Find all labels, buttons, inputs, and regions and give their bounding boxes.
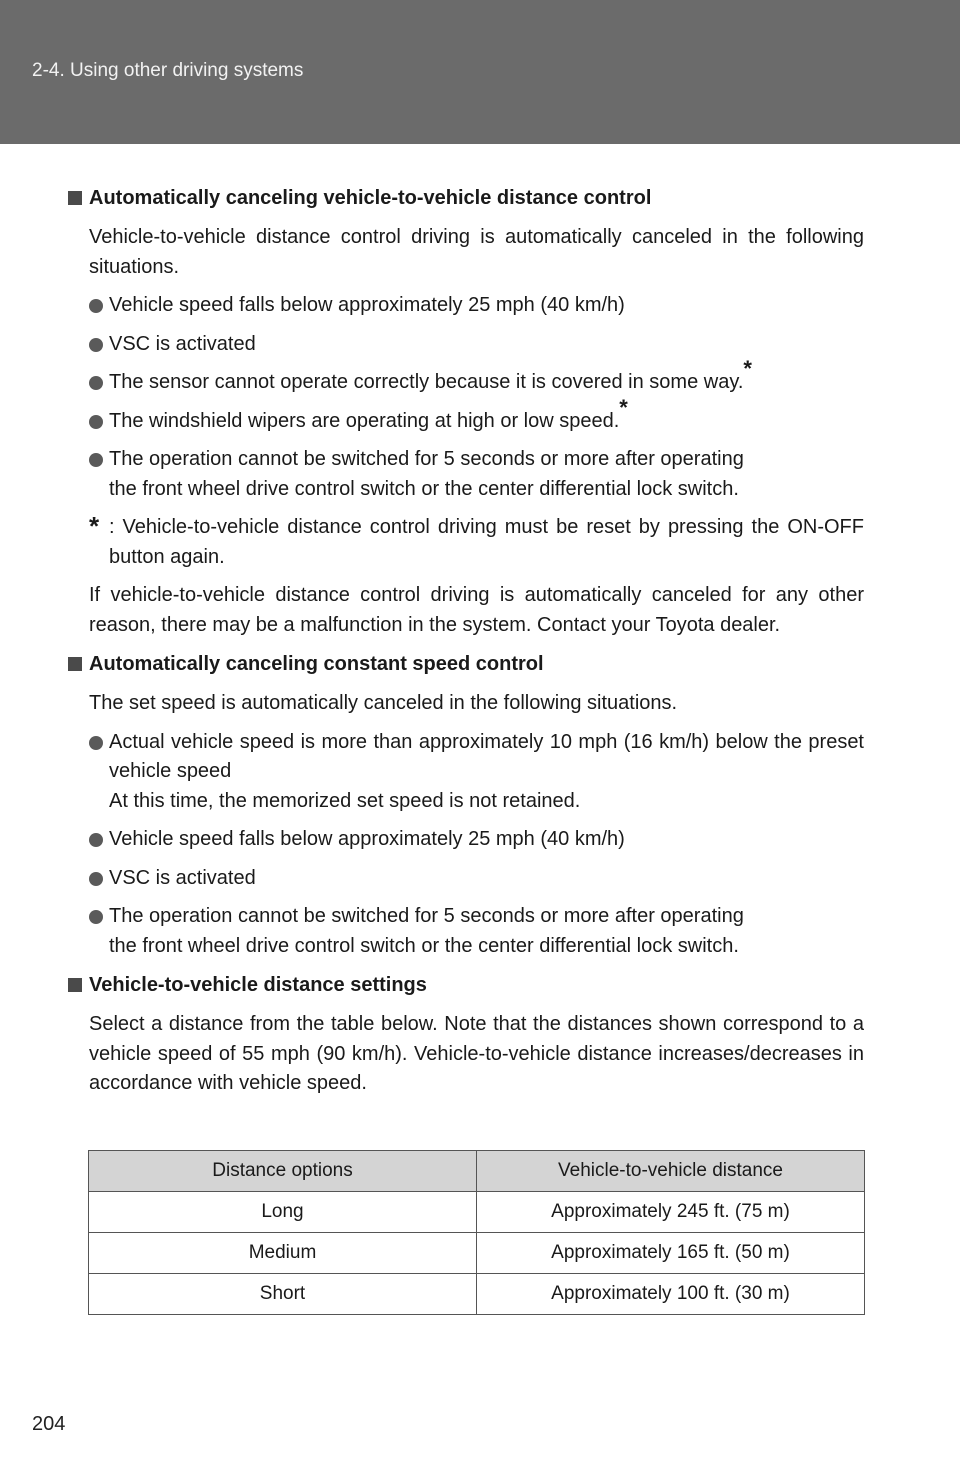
list-item: Vehicle speed falls below approximately 25 mph (40 km/h) bbox=[89, 291, 864, 321]
table-cell: Medium bbox=[89, 1233, 477, 1274]
section-cancel-distance-control bbox=[68, 183, 864, 640]
list-item: The sensor cannot operate correctly because it is covered in some way.* bbox=[89, 368, 864, 398]
paragraph: If vehicle-to-vehicle distance control driving is automatically canceled for any other reason, there may be a malfunction in the system. Contact your Toyota dealer. bbox=[89, 584, 864, 636]
paragraph: Vehicle-to-vehicle distance control driving is automatically canceled in the following situations. bbox=[89, 226, 864, 278]
paragraph: Select a distance from the table below. Note that the distances shown correspond to a vehicle speed of 55 mph (90 km/h). Vehicle-to-vehicle distance increases/decreases in accordance with vehicle speed. bbox=[89, 1013, 864, 1094]
list-item: The operation cannot be switched for 5 seconds or more after operating the front wheel drive control switch or the center differential lock switch. bbox=[89, 902, 864, 961]
table-cell: Approximately 245 ft. (75 m) bbox=[477, 1192, 865, 1233]
column-header: Distance options bbox=[89, 1151, 477, 1192]
square-bullet-icon bbox=[68, 657, 82, 671]
page-content bbox=[68, 183, 864, 1108]
bullet-dot-icon bbox=[89, 453, 103, 467]
section-heading: Vehicle-to-vehicle distance settings bbox=[89, 974, 427, 996]
page-number: 204 bbox=[32, 1413, 66, 1435]
list-item: The windshield wipers are operating at high or low speed.* bbox=[89, 407, 864, 437]
table-row bbox=[89, 1233, 865, 1274]
footnote: * : Vehicle-to-vehicle distance control driving must be reset by pressing the ON-OFF button again. bbox=[89, 513, 864, 572]
asterisk-mark: * bbox=[743, 356, 752, 382]
bullet-dot-icon bbox=[89, 833, 103, 847]
square-bullet-icon bbox=[68, 978, 82, 992]
list-item: Actual vehicle speed is more than approximately 10 mph (16 km/h) below the preset vehicle speed At this time, the memorized set speed is not retained. bbox=[89, 728, 864, 817]
list-item: VSC is activated bbox=[89, 864, 864, 894]
section-heading: Automatically canceling vehicle-to-vehicle distance control bbox=[89, 187, 652, 209]
table-cell: Long bbox=[89, 1192, 477, 1233]
bullet-dot-icon bbox=[89, 299, 103, 313]
chapter-title: 2-4. Using other driving systems bbox=[32, 60, 304, 81]
distance-table bbox=[88, 1150, 865, 1315]
bullet-dot-icon bbox=[89, 415, 103, 429]
list-item: Vehicle speed falls below approximately 25 mph (40 km/h) bbox=[89, 825, 864, 855]
section-cancel-constant-speed bbox=[68, 649, 864, 961]
bullet-dot-icon bbox=[89, 338, 103, 352]
bullet-dot-icon bbox=[89, 872, 103, 886]
page-header bbox=[0, 0, 960, 144]
section-heading: Automatically canceling constant speed control bbox=[89, 653, 544, 675]
asterisk-mark: * bbox=[89, 511, 100, 541]
asterisk-mark: * bbox=[619, 394, 628, 420]
column-header: Vehicle-to-vehicle distance bbox=[477, 1151, 865, 1192]
bullet-dot-icon bbox=[89, 376, 103, 390]
bullet-dot-icon bbox=[89, 910, 103, 924]
square-bullet-icon bbox=[68, 191, 82, 205]
table-header-row bbox=[89, 1151, 865, 1192]
bullet-dot-icon bbox=[89, 736, 103, 750]
table-row bbox=[89, 1274, 865, 1315]
table-row bbox=[89, 1192, 865, 1233]
paragraph: The set speed is automatically canceled in the following situations. bbox=[89, 692, 678, 714]
list-item: VSC is activated bbox=[89, 330, 864, 360]
table-cell: Approximately 100 ft. (30 m) bbox=[477, 1274, 865, 1315]
section-distance-settings bbox=[68, 970, 864, 1099]
list-item: The operation cannot be switched for 5 seconds or more after operating the front wheel drive control switch or the center differential lock switch. bbox=[89, 445, 864, 504]
table-cell: Approximately 165 ft. (50 m) bbox=[477, 1233, 865, 1274]
table-cell: Short bbox=[89, 1274, 477, 1315]
